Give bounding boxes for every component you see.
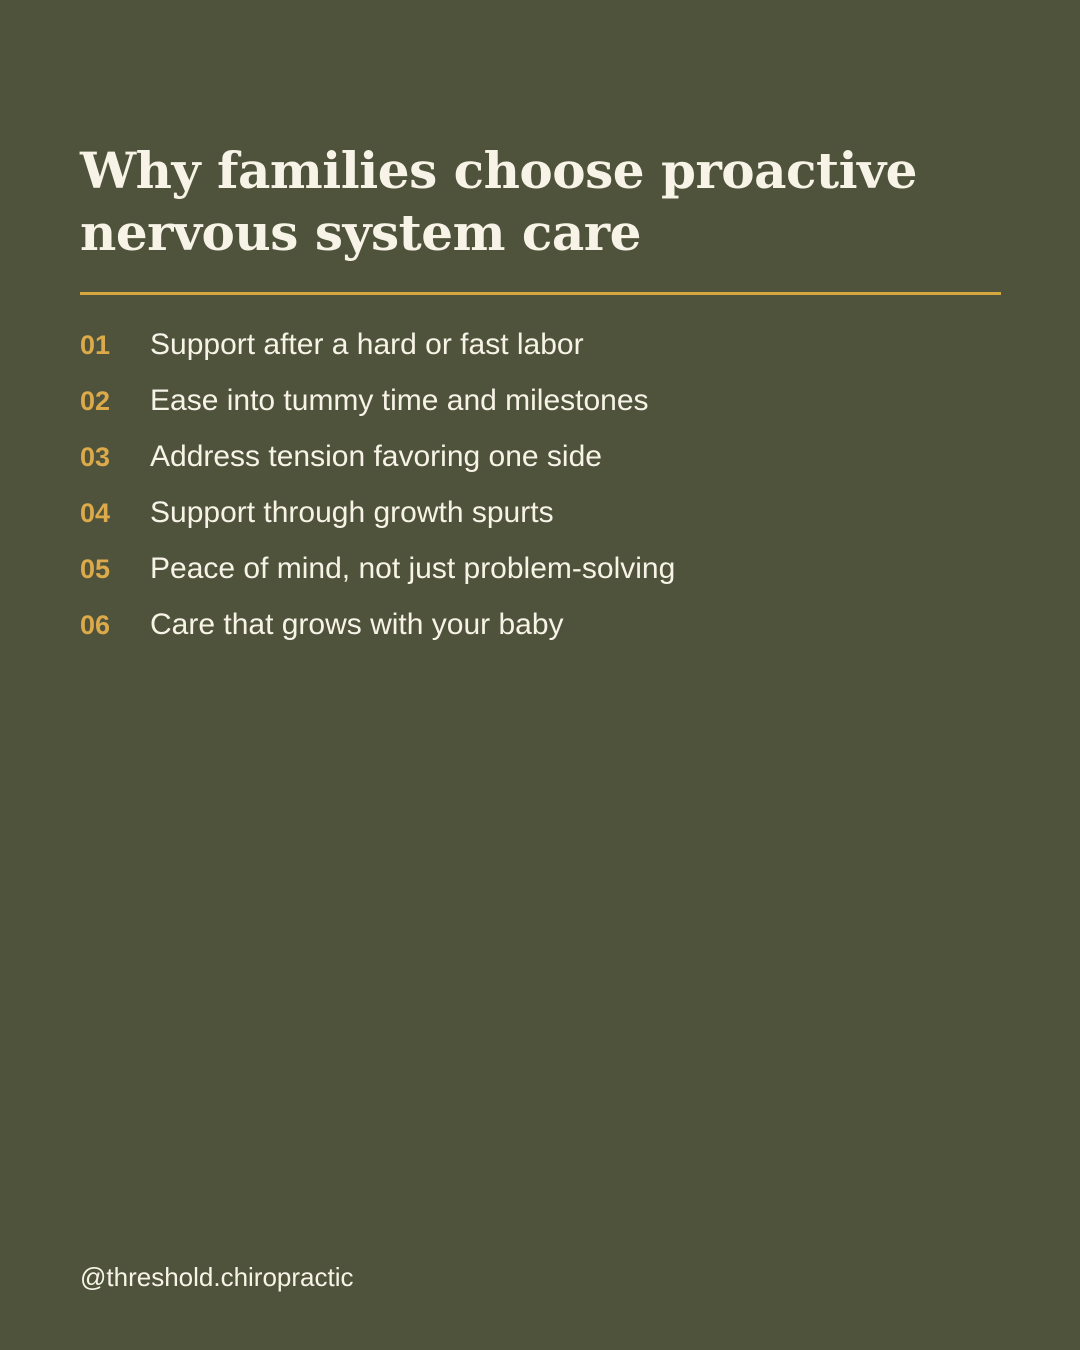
list-item — [80, 384, 1000, 440]
item-number: 05 — [80, 554, 111, 584]
item-text: Ease into tummy time and milestones — [150, 384, 649, 417]
item-text: Peace of mind, not just problem-solving — [150, 552, 676, 585]
item-number: 04 — [80, 498, 111, 528]
item-number: 06 — [80, 610, 111, 640]
item-text: Support through growth spurts — [150, 496, 554, 529]
item-number: 03 — [80, 442, 111, 472]
title-line-2: nervous system care — [80, 203, 641, 262]
title-line-1: Why families choose proactive — [80, 141, 917, 200]
list-item — [80, 552, 1000, 608]
list-item — [80, 496, 1000, 552]
item-number: 02 — [80, 386, 111, 416]
list-item — [80, 328, 1000, 384]
reasons-list — [80, 328, 1000, 664]
divider — [80, 292, 1001, 295]
page-title — [80, 140, 1000, 264]
item-text: Care that grows with your baby — [150, 608, 564, 641]
item-text: Address tension favoring one side — [150, 440, 602, 473]
item-text: Support after a hard or fast labor — [150, 328, 584, 361]
list-item — [80, 608, 1000, 664]
item-number: 01 — [80, 330, 111, 360]
list-item — [80, 440, 1000, 496]
social-handle: @threshold.chiropractic — [80, 1262, 354, 1292]
